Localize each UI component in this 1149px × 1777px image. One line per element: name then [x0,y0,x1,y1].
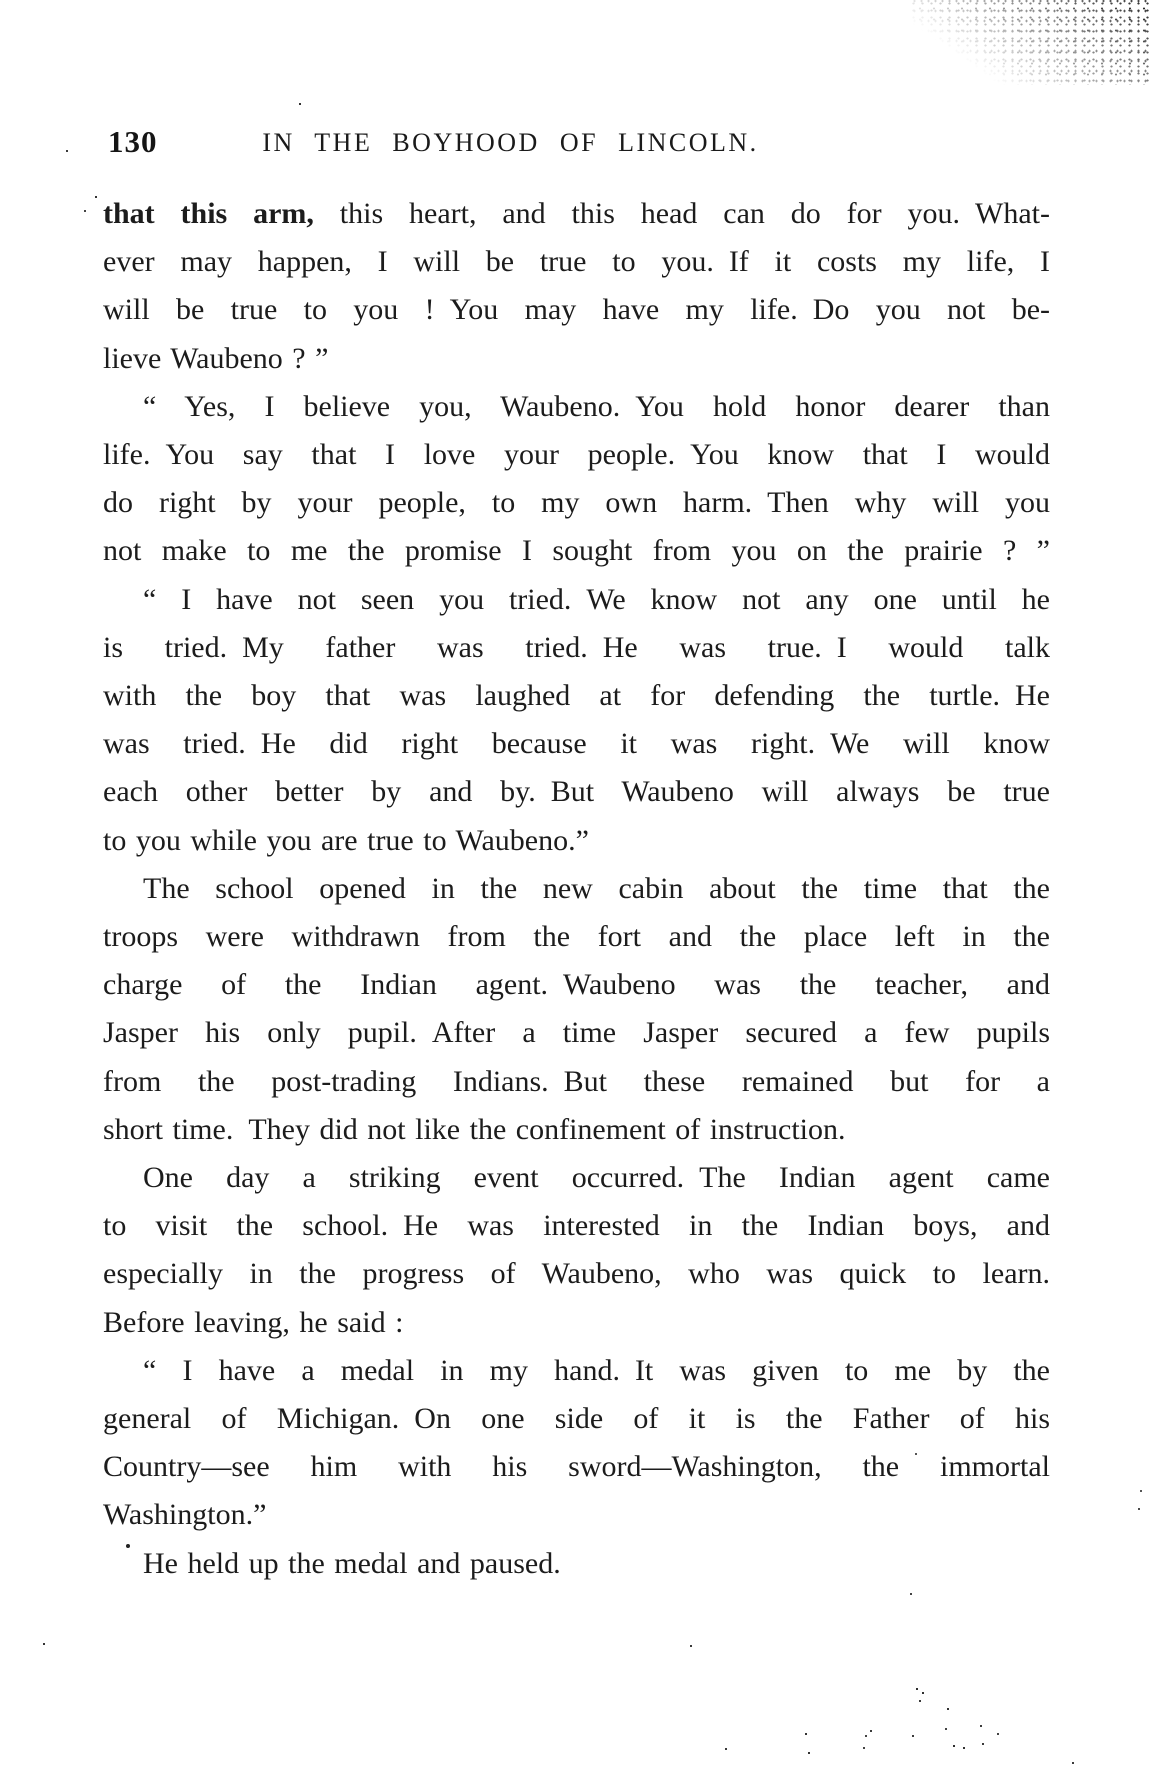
page-number: 130 [108,124,158,159]
text-line: short time. They did not like the confinement of instruction. [103,1112,846,1146]
text-line: Before leaving, he said : [103,1305,404,1339]
scan-noise-top-right [909,0,1149,85]
scan-ink-specks [0,0,2,2]
text-line: The school opened in the new cabin about the time that the [143,871,1050,905]
text-line [103,190,1050,238]
text-line: is tried. My father was tried. He was true. I would talk [103,630,1050,664]
text-line: do right by your people, to my own harm. Then why will you [103,486,1050,520]
text-line: charge of the Indian agent. Waubeno was the teacher, and [103,968,1050,1002]
text-line: to visit the school. He was interested in the Indian boys, and [103,1209,1050,1243]
text-line: with the boy that was laughed at for defending the turtle. He [103,679,1050,713]
text-line: from the post-trading Indians. But these remained but for a [103,1064,1050,1098]
text-line: to you while you are true to Waubeno.” [103,823,589,857]
text-line: ever may happen, I will be true to you. If it costs my life, I [103,245,1050,279]
text-line: “ Yes, I believe you, Waubeno. You hold honor dearer than [143,389,1050,423]
text-line: troops were withdrawn from the fort and the place left in the [103,920,1050,954]
emphasized-text: that this arm, [103,197,314,230]
text-line: each other better by and by. But Waubeno will always be true [103,775,1050,809]
text-line: lieve Waubeno ? ” [103,341,329,375]
text-line: Jasper his only pupil. After a time Jasper secured a few pupils [103,1016,1050,1050]
text-line: life. You say that I love your people. You know that I would [103,438,1050,472]
text-line: He held up the medal and paused. [143,1546,561,1580]
body-text [103,190,1050,1588]
text-line: will be true to you ! You may have my life. Do you not be- [103,293,1050,327]
text-line: One day a striking event occurred. The Indian agent came [143,1161,1050,1195]
text-line: not make to me the promise I sought from you on the prairie ? ” [103,534,1050,568]
text-line: general of Michigan. On one side of it is the Father of his [103,1402,1050,1436]
text-line: Country—see him with his sword—Washington, the immortal [103,1450,1050,1484]
text-line: especially in the progress of Waubeno, who was quick to learn. [103,1257,1050,1291]
running-head: IN THE BOYHOOD OF LINCOLN. [262,128,759,157]
text-line: “ I have a medal in my hand. It was given to me by the [143,1353,1050,1387]
text-line: “ I have not seen you tried. We know not any one until he [143,582,1050,616]
text-segment: this heart, and this head can do for you. What- [313,197,1050,230]
text-line: was tried. He did right because it was right. We will know [103,727,1050,761]
text-line: Washington.” [103,1498,267,1532]
